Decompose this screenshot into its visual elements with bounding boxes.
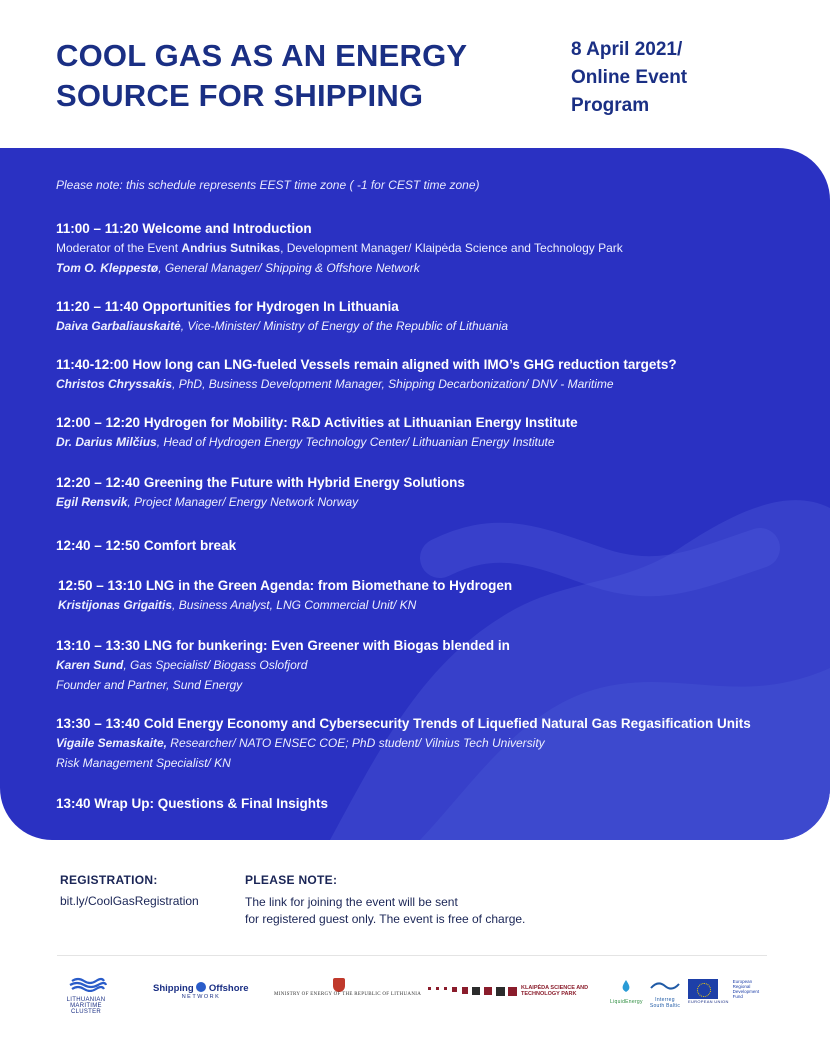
schedule-panel <box>0 148 830 840</box>
page-title <box>56 36 516 116</box>
speaker-role: , Gas Specialist/ Biogass Oslofjord <box>123 658 308 672</box>
session-title: 11:20 – 11:40 Opportunities for Hydrogen In Lithuania <box>56 299 399 314</box>
session-title: 12:20 – 12:40 Greening the Future with Hybrid Energy Solutions <box>56 475 465 490</box>
speaker-name: Daiva Garbaliauskaitė <box>56 319 181 333</box>
erdf-name: European Regional Development Fund <box>732 979 760 999</box>
session-speaker <box>56 374 816 394</box>
session-title: 12:50 – 13:10 LNG in the Green Agenda: from Biomethane to Hydrogen <box>58 578 513 593</box>
moderator-prefix: Moderator of the Event <box>56 241 182 255</box>
session-speaker <box>56 432 816 452</box>
session-item <box>56 637 816 695</box>
son-network: NETWORK <box>181 994 221 1000</box>
session-speaker <box>56 316 816 336</box>
session-item <box>56 795 816 813</box>
speaker-name: Karen Sund <box>56 658 124 672</box>
please-note-line-2: for registered guest only. The event is free of charge. <box>245 912 526 926</box>
waves-icon <box>60 976 112 992</box>
son-word-2: Offshore <box>208 983 249 994</box>
session-title: 13:40 Wrap Up: Questions & Final Insights <box>56 796 329 811</box>
speaker-role: , Business Analyst, LNG Commercial Unit/ KN <box>172 598 417 612</box>
speaker-name: Andrius Sutnikas <box>181 241 281 255</box>
session-item <box>56 715 816 773</box>
please-note-text <box>245 894 525 928</box>
son-word-1: Shipping <box>153 983 194 994</box>
lmc-name: LITHUANIAN MARITIME CLUSTER <box>66 997 106 1015</box>
session-item <box>58 577 818 615</box>
session-title: 13:30 – 13:40 Cold Energy Economy and Cybersecurity Trends of Liquefied Natural Gas Regasification Units <box>56 716 751 731</box>
eu-name: EUROPEAN UNION <box>688 999 729 1004</box>
speaker-name: Christos Chryssakis <box>56 377 173 391</box>
session-speaker-role: Risk Management Specialist/ KN <box>56 756 231 770</box>
session-title: 13:10 – 13:30 LNG for bunkering: Even Greener with Biogas blended in <box>56 638 510 653</box>
session-item <box>56 298 816 336</box>
session-speaker <box>56 655 816 675</box>
eu-flag-icon <box>688 979 718 999</box>
interreg-logo <box>648 978 682 1009</box>
session-speaker <box>56 258 816 278</box>
speaker-name: Egil Rensvik <box>56 495 128 509</box>
kstp-blocks-icon <box>428 986 518 996</box>
session-speaker <box>56 238 816 258</box>
event-format: Online Event <box>571 67 688 88</box>
anchor-icon <box>196 982 206 992</box>
kstp-name: KLAIPĖDA SCIENCE AND TECHNOLOGY PARK <box>521 985 589 997</box>
shipping-offshore-network-logo <box>153 982 249 1000</box>
please-note-label: PLEASE NOTE: <box>245 873 338 887</box>
session-title: 11:00 – 11:20 Welcome and Introduction <box>56 221 312 236</box>
title-line-1: COOL GAS AS AN ENERGY <box>56 38 468 73</box>
please-note-line-1: The link for joining the event will be sent <box>245 895 458 909</box>
session-title: 12:00 – 12:20 Hydrogen for Mobility: R&D Activities at Lithuanian Energy Institute <box>56 415 578 430</box>
lithuanian-maritime-cluster-logo <box>60 976 112 1015</box>
klaipeda-science-park-logo <box>428 985 592 997</box>
footer-divider <box>57 955 767 956</box>
speaker-role: Researcher/ NATO ENSEC COE; PhD student/ Vilnius Tech University <box>166 736 545 750</box>
event-date-block <box>571 36 687 120</box>
timezone-note: Please note: this schedule represents EEST time zone ( -1 for CEST time zone) <box>56 178 480 192</box>
speaker-name: Dr. Darius Milčius <box>56 435 157 449</box>
speaker-role: , Project Manager/ Energy Network Norway <box>127 495 359 509</box>
registration-label: REGISTRATION: <box>60 873 158 887</box>
droplet-icon <box>610 978 642 994</box>
ministry-name: MINISTRY OF ENERGY OF THE REPUBLIC OF LITHUANIA <box>274 992 422 997</box>
speaker-name: Vigaile Semaskaite, <box>56 736 167 750</box>
interreg-name: Interreg South Baltic <box>649 997 681 1009</box>
title-line-2: SOURCE FOR SHIPPING <box>56 78 424 113</box>
registration-link[interactable]: bit.ly/CoolGasRegistration <box>60 894 199 908</box>
speaker-role: , General Manager/ Shipping & Offshore Network <box>158 261 420 275</box>
session-item <box>56 220 816 278</box>
session-speaker <box>56 733 816 753</box>
session-item <box>56 537 816 555</box>
session-title: 12:40 – 12:50 Comfort break <box>56 538 237 553</box>
session-item <box>56 414 816 452</box>
ministry-of-energy-logo <box>274 978 422 997</box>
speaker-role: , PhD, Business Development Manager, Shipping Decarbonization/ DNV - Maritime <box>172 377 614 391</box>
liquid-energy-name: LiquidEnergy <box>610 999 643 1005</box>
speaker-role: , Head of Hydrogen Energy Technology Center/ Lithuanian Energy Institute <box>156 435 555 449</box>
speaker-role: , Vice-Minister/ Ministry of Energy of the Republic of Lithuania <box>180 319 508 333</box>
speaker-name: Kristijonas Grigaitis <box>58 598 173 612</box>
speaker-name: Tom O. Kleppestø <box>56 261 159 275</box>
coat-of-arms-icon <box>333 978 345 992</box>
session-title: 11:40-12:00 How long can LNG-fueled Vessels remain aligned with IMO’s GHG reduction targets? <box>56 357 677 372</box>
speaker-role: , Development Manager/ Klaipėda Science and Technology Park <box>280 241 623 255</box>
session-item <box>56 356 816 394</box>
interreg-wave-icon <box>648 978 682 992</box>
event-date: 8 April 2021/ <box>571 39 683 60</box>
event-program-label: Program <box>571 95 650 116</box>
liquid-energy-logo <box>610 978 642 1005</box>
session-item <box>56 474 816 512</box>
session-speaker-role: Founder and Partner, Sund Energy <box>56 678 243 692</box>
session-speaker <box>56 492 816 512</box>
eu-logo <box>688 979 768 1004</box>
session-speaker <box>58 595 818 615</box>
